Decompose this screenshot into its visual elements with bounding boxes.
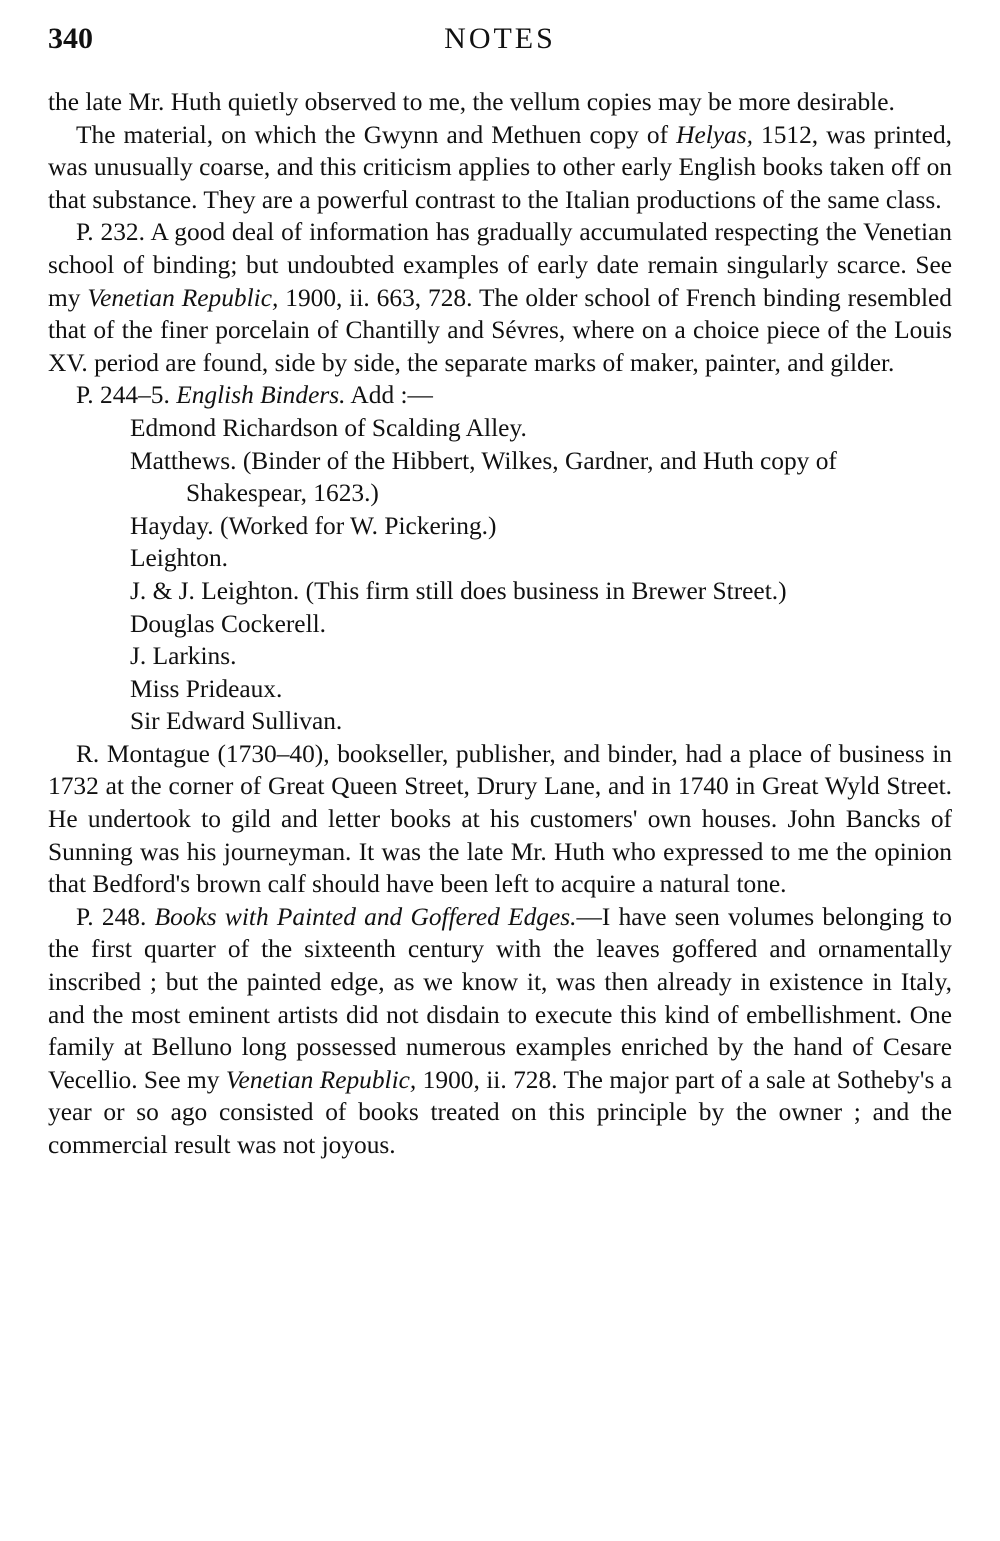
list-item: J. Larkins. xyxy=(130,642,237,671)
paragraph: R. Montague (1730–40), bookseller, publisher, and binder, had a place of business in 1732 at the corner of Great Queen Street, Drury Lane, and in 1740 in Great Wyld Street. He undertook to gild and letter books at his customers' own houses. John Bancks of Sunning was his journeyman. It was the late Mr. Huth who expressed to me the opinion that Bedford's brown calf should have been left to acquire a natural tone. xyxy=(48,739,952,899)
page-body xyxy=(48,86,952,1162)
page-number: 340 xyxy=(48,22,93,55)
list-item: Sir Edward Sullivan. xyxy=(130,707,343,736)
list-item: Leighton. xyxy=(130,544,229,573)
list-item: Douglas Cockerell. xyxy=(130,609,327,638)
list-item: Miss Prideaux. xyxy=(130,674,283,703)
paragraph: the late Mr. Huth quietly observed to me, the vellum copies may be more desirable. xyxy=(48,88,895,116)
running-title: NOTES xyxy=(444,22,556,55)
paragraph: P. 232. A good deal of information has gradually accumulated respecting the Venetian school of binding; but undoubted examples of early date remain singularly scarce. See my Venetian Republic, 1900, ii. 663, 728. The older school of French binding resembled that of the finer porcelain of Chantilly and Sévres, where on a choice piece of the Louis XV. period are found, side by side, the separate marks of maker, painter, and gilder. xyxy=(48,218,952,377)
binders-list xyxy=(48,412,952,738)
list-item: J. & J. Leighton. (This firm still does business in Brewer Street.) xyxy=(130,576,787,605)
paragraph: P. 244–5. English Binders. Add :— xyxy=(76,381,433,410)
paragraph: P. 248. Books with Painted and Goffered Edges.—I have seen volumes belonging to the first quarter of the sixteenth century with the leaves goffered and ornamentally inscribed ; but the painted edge, as we know it, was then already in existence in Italy, and the most eminent artists did not disdain to execute this kind of embellishment. One family at Belluno long possessed numerous examples enriched by the hand of Cesare Vecellio. See my Venetian Republic, 1900, ii. 728. The major part of a sale at Sotheby's a year or so ago consisted of books treated on this principle by the owner ; and the commercial result was not joyous. xyxy=(48,902,953,1159)
list-item: Hayday. (Worked for W. Pickering.) xyxy=(130,511,497,540)
list-item: Edmond Richardson of Scalding Alley. xyxy=(130,413,527,442)
page-header xyxy=(48,22,952,66)
list-item: Matthews. (Binder of the Hibbert, Wilkes, Gardner, and Huth copy of Shakespear, 1623.) xyxy=(130,446,837,508)
paragraph: The material, on which the Gwynn and Methuen copy of Helyas, 1512, was printed, was unusually coarse, and this criticism applies to other early English books taken off on that substance. They are a powerful contrast to the Italian productions of the same class. xyxy=(48,120,952,214)
